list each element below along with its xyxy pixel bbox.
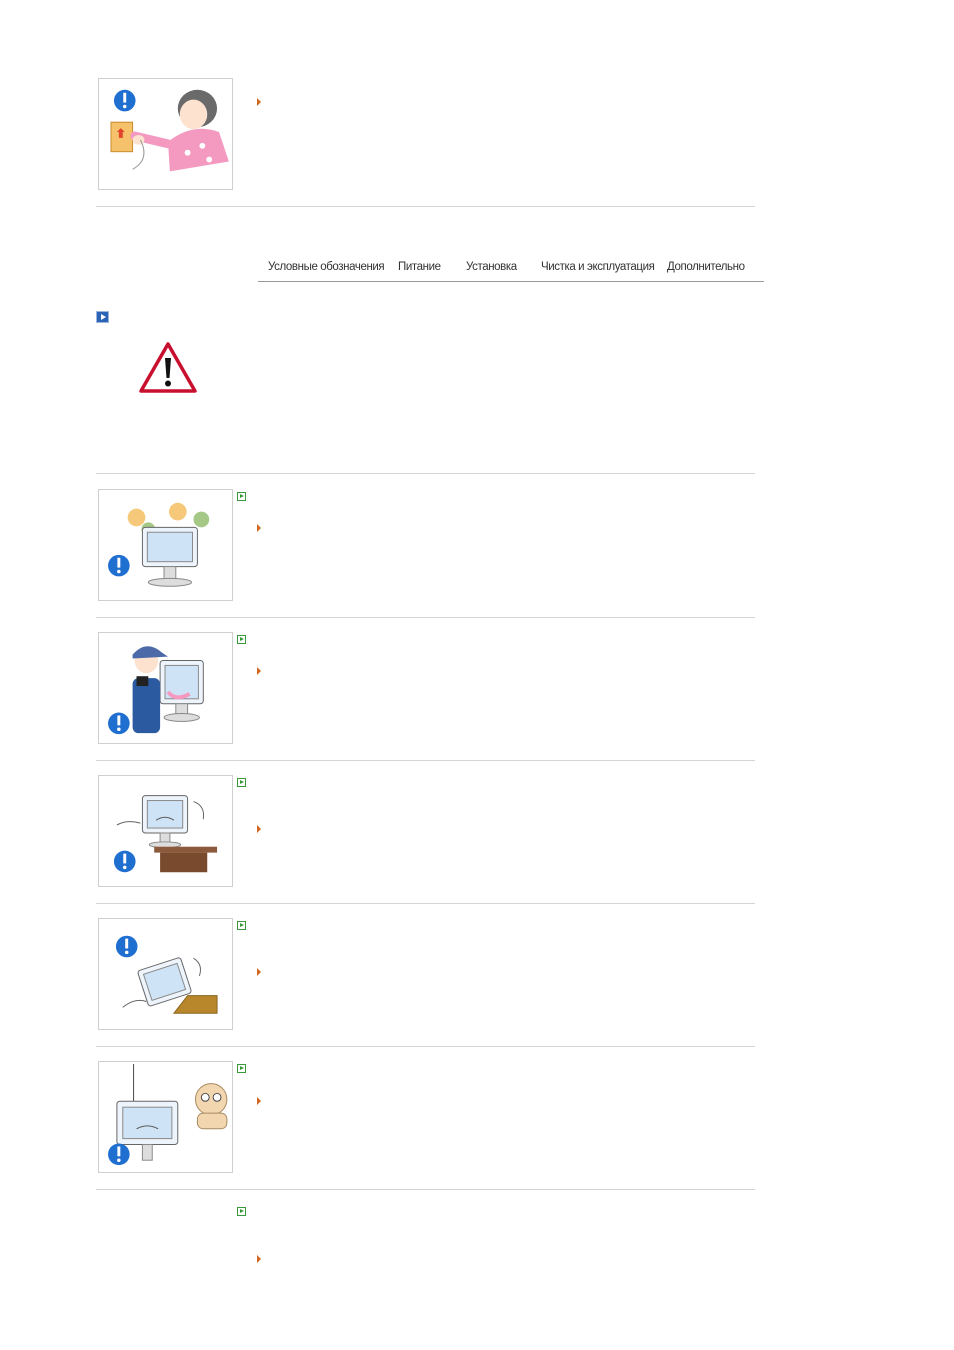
section-nav xyxy=(258,259,764,282)
orange-arrow-icon xyxy=(257,524,261,532)
nav-item-cleaning[interactable]: Чистка и эксплуатация xyxy=(541,261,655,273)
nav-item-other[interactable]: Дополнительно xyxy=(667,261,745,273)
illustration-technician xyxy=(98,632,233,744)
divider xyxy=(96,473,755,474)
blue-play-icon xyxy=(96,311,109,323)
orange-arrow-icon xyxy=(257,968,261,976)
divider xyxy=(96,617,755,618)
divider xyxy=(96,1189,755,1190)
orange-arrow-icon xyxy=(257,1097,261,1105)
green-play-icon xyxy=(237,1064,246,1073)
monitor-child-image xyxy=(99,1062,232,1172)
divider xyxy=(96,903,755,904)
illustration-unplug xyxy=(98,78,233,190)
orange-arrow-icon xyxy=(257,98,261,106)
orange-arrow-icon xyxy=(257,1255,261,1263)
monitor-uneven-image xyxy=(99,919,232,1029)
divider xyxy=(96,1046,755,1047)
monitor-table-image xyxy=(99,776,232,886)
green-play-icon xyxy=(237,778,246,787)
warning-triangle-icon xyxy=(137,340,199,395)
illustration-child xyxy=(98,1061,233,1173)
orange-arrow-icon xyxy=(257,667,261,675)
technician-monitor-image xyxy=(99,633,232,743)
divider xyxy=(96,760,755,761)
nav-item-installation[interactable]: Установка xyxy=(466,261,517,273)
illustration-smoke xyxy=(98,489,233,601)
woman-unplugging-image xyxy=(99,79,232,189)
monitor-smoke-image xyxy=(99,490,232,600)
nav-item-symbols[interactable]: Условные обозначения xyxy=(268,261,385,273)
green-play-icon xyxy=(237,1207,246,1216)
orange-arrow-icon xyxy=(257,825,261,833)
green-play-icon xyxy=(237,492,246,501)
illustration-table xyxy=(98,775,233,887)
divider xyxy=(96,206,755,207)
green-play-icon xyxy=(237,635,246,644)
green-play-icon xyxy=(237,921,246,930)
illustration-uneven xyxy=(98,918,233,1030)
nav-item-power[interactable]: Питание xyxy=(398,261,441,273)
